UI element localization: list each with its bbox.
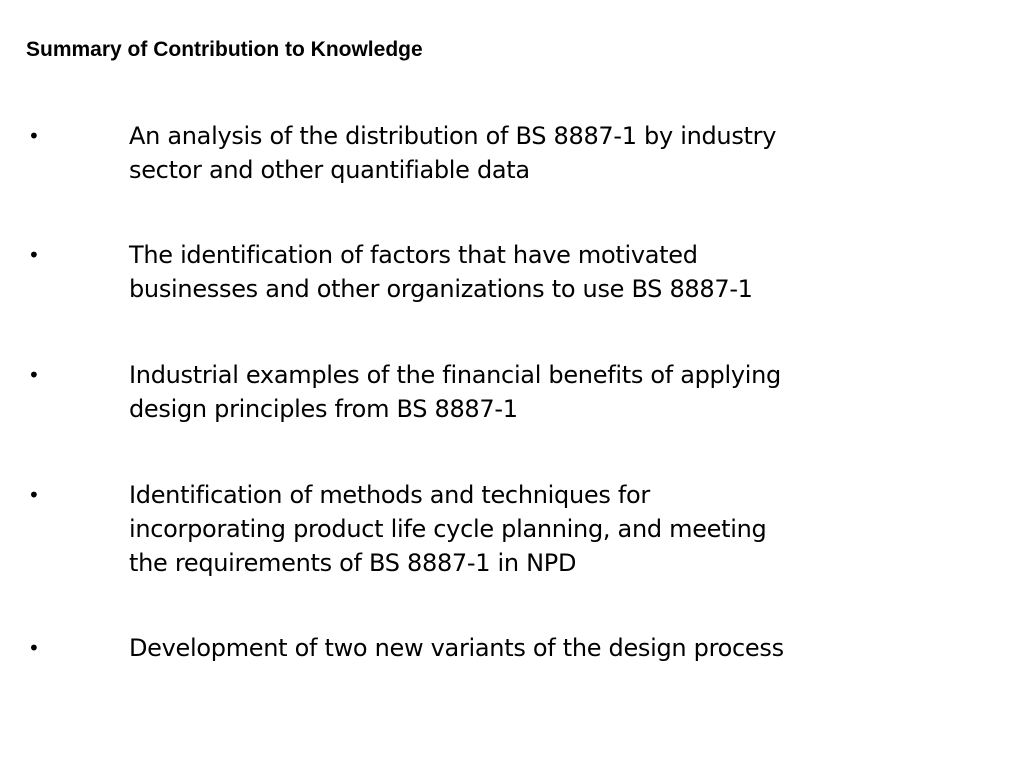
bullet-icon: • [28,636,40,660]
bullet-icon: • [28,124,40,148]
bullet-icon: • [28,483,40,507]
bullet-text: An analysis of the distribution of BS 8887-1 by industry sector and other quantifiable data [129,122,777,184]
bullet-text: The identification of factors that have motivated businesses and other organizations to use BS 8887-1 [129,241,753,303]
bullet-text: Industrial examples of the financial benefits of applying design principles from BS 8887-1 [129,361,781,423]
bullet-icon: • [28,363,40,387]
bullet-text: Identification of methods and techniques for incorporating product life cycle planning, and meeting the requirements of BS 8887-1 in NPD [129,481,767,577]
bullet-text: Development of two new variants of the design process [129,634,784,662]
slide-title: Summary of Contribution to Knowledge [26,38,423,61]
bullet-icon: • [28,243,40,267]
